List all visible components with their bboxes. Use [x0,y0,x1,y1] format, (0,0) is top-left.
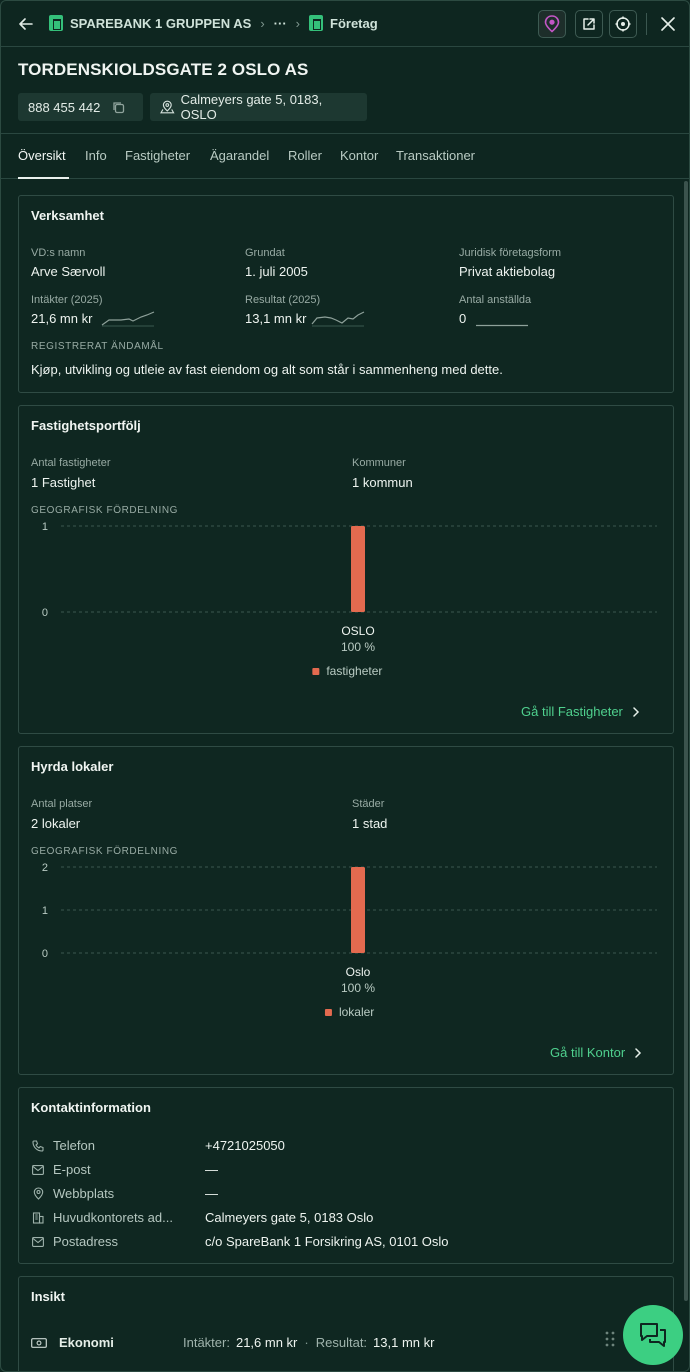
revenue-label: Intäkter (2025) [31,294,103,306]
contact-card [18,1087,674,1264]
card-title: Kontaktinformation [31,1100,151,1115]
mail-icon [31,1163,45,1177]
property-count-label: Antal fastigheter [31,457,111,469]
legend-swatch [312,668,319,675]
active-tab-indicator [18,177,69,179]
geo-distribution-label: GEOGRAFISK FÖRDELNING [31,846,179,857]
legal-form-label: Juridisk företagsform [459,247,562,259]
insight-separator: · [304,1335,309,1350]
contact-row-phone [31,1138,285,1153]
location-icon [160,100,175,114]
card-title: Verksamhet [31,208,104,223]
breadcrumb-current-label: Företag [330,15,378,31]
company-name: TORDENSKIOLDSGATE 2 OSLO AS [18,60,309,79]
employees-value: 0 [459,311,467,326]
go-to-offices-label: Gå till Kontor [550,1045,626,1060]
org-number-chip[interactable] [18,93,143,121]
insight-row-label: Ekonomi [59,1335,114,1350]
top-bar [1,1,690,47]
cities-value: 1 stad [352,816,388,831]
address-chip[interactable] [150,93,367,121]
insight-row-economy[interactable] [31,1335,434,1350]
building-icon [31,1211,45,1225]
purpose-value: Kjøp, utvikling og utleie av fast eiendom og alt som står i sammenheng med dette. [31,362,503,377]
x-category-label: OSLO [341,624,375,638]
go-to-properties-label: Gå till Fastigheter [521,704,623,719]
revenue-value: 21,6 mn kr [31,311,93,326]
tab-fastigheter[interactable]: Fastigheter [125,148,191,163]
postal-address-value: c/o SpareBank 1 Forsikring AS, 0101 Oslo [205,1234,449,1249]
card-title: Hyrda lokaler [31,759,114,774]
municipalities-value: 1 kommun [352,475,413,490]
chat-button[interactable] [623,1305,683,1365]
open-external-button[interactable] [575,10,603,38]
tab-bar [1,133,690,179]
geo-distribution-label: GEOGRAFISK FÖRDELNING [31,505,179,516]
cash-icon [31,1337,47,1349]
contact-label: Huvudkontorets ad... [53,1210,173,1225]
locations-count-value: 2 lokaler [31,816,81,831]
chart-bar[interactable] [351,526,365,612]
y-tick-label: 2 [41,862,48,874]
phone-icon [31,1139,45,1153]
tab-oversikt[interactable]: Översikt [18,148,66,163]
tab-agarandel[interactable]: Ägarandel [210,148,270,163]
chevron-right-icon [632,707,640,717]
go-to-offices-link[interactable] [550,1045,642,1060]
insight-revenue-value: 21,6 mn kr [235,1335,298,1350]
y-tick-label: 1 [41,521,48,533]
website-value: — [205,1186,218,1201]
crosshair-icon [615,16,631,32]
chevron-right-icon [634,1048,642,1058]
location-icon [31,1187,45,1201]
y-tick-label: 0 [41,948,48,960]
insikt-card [18,1276,674,1372]
y-tick-label: 1 [41,905,48,917]
employees-sparkline [475,309,529,327]
contact-label: Webbplats [53,1186,115,1201]
org-number: 888 455 442 [28,99,101,115]
property-distribution-chart [19,516,673,686]
insight-revenue-label: Intäkter: [183,1335,230,1350]
founded-value: 1. juli 2005 [245,264,308,279]
map-pin-icon [544,15,560,33]
contact-row-website [31,1186,218,1201]
tab-transaktioner[interactable]: Transaktioner [396,148,475,163]
lokaler-card [18,746,674,1075]
purpose-label: REGISTRERAT ÄNDAMÅL [31,341,164,352]
toolbar-divider [646,13,647,35]
founded-label: Grundat [245,247,285,259]
locations-distribution-chart [19,857,673,1027]
go-to-properties-link[interactable] [521,704,640,719]
ceo-value: Arve Særvoll [31,264,106,279]
card-title: Insikt [31,1289,65,1304]
contact-label: Telefon [53,1138,95,1153]
breadcrumb-parent-label: SPAREBANK 1 GRUPPEN AS [70,15,252,31]
x-category-label: Oslo [345,965,371,979]
chevron-right-icon: › [295,15,300,31]
result-sparkline [311,309,365,327]
legend-swatch [325,1009,332,1016]
breadcrumb-ellipsis[interactable]: ··· [273,15,287,31]
building-icon [49,15,63,31]
contact-row-hq-address [31,1210,373,1225]
back-arrow-icon[interactable] [15,14,37,34]
verksamhet-card [18,195,674,393]
chart-bar[interactable] [351,867,365,953]
x-category-sublabel: 100 % [340,640,376,654]
property-count-value: 1 Fastighet [31,475,96,490]
locate-button[interactable] [609,10,637,38]
municipalities-label: Kommuner [352,457,406,469]
card-title: Fastighetsportfölj [31,418,141,433]
drag-handle-icon[interactable] [604,1330,616,1348]
tab-info[interactable]: Info [85,148,107,163]
x-category-sublabel: 100 % [340,981,376,995]
breadcrumb-current [309,15,378,31]
email-value: — [205,1162,218,1177]
cities-label: Städer [352,798,385,810]
employees-label: Antal anställda [459,294,532,306]
external-link-icon [582,17,596,31]
map-pin-button[interactable] [538,10,566,38]
building-icon [309,15,323,31]
tab-roller[interactable]: Roller [288,148,322,163]
result-label: Resultat (2025) [245,294,321,306]
chat-icon [638,1321,668,1349]
hq-address-value: Calmeyers gate 5, 0183 Oslo [205,1210,374,1225]
result-value: 13,1 mn kr [245,311,307,326]
y-tick-label: 0 [41,607,48,619]
ceo-label: VD:s namn [31,247,86,259]
close-icon[interactable] [656,12,680,36]
tab-kontor[interactable]: Kontor [340,148,379,163]
scrollbar[interactable] [684,181,688,1301]
fastigheter-card [18,405,674,734]
copy-icon [112,101,125,114]
legal-form-value: Privat aktiebolag [459,264,556,279]
address: Calmeyers gate 5, 0183, OSLO [180,92,323,122]
breadcrumb [49,15,378,31]
contact-label: Postadress [53,1234,119,1249]
contact-label: E-post [53,1162,91,1177]
revenue-sparkline [101,309,155,327]
breadcrumb-parent[interactable] [49,15,251,31]
insight-result-label: Resultat: [315,1335,368,1350]
insight-result-value: 13,1 mn kr [373,1335,435,1350]
legend-label: fastigheter [326,664,383,678]
mail-icon [31,1235,45,1249]
legend-label: lokaler [338,1005,375,1019]
phone-value[interactable]: +4721025050 [205,1138,285,1153]
contact-row-postal-address [31,1234,449,1249]
contact-row-email [31,1162,218,1177]
locations-count-label: Antal platser [31,798,93,810]
chevron-right-icon: › [260,15,265,31]
